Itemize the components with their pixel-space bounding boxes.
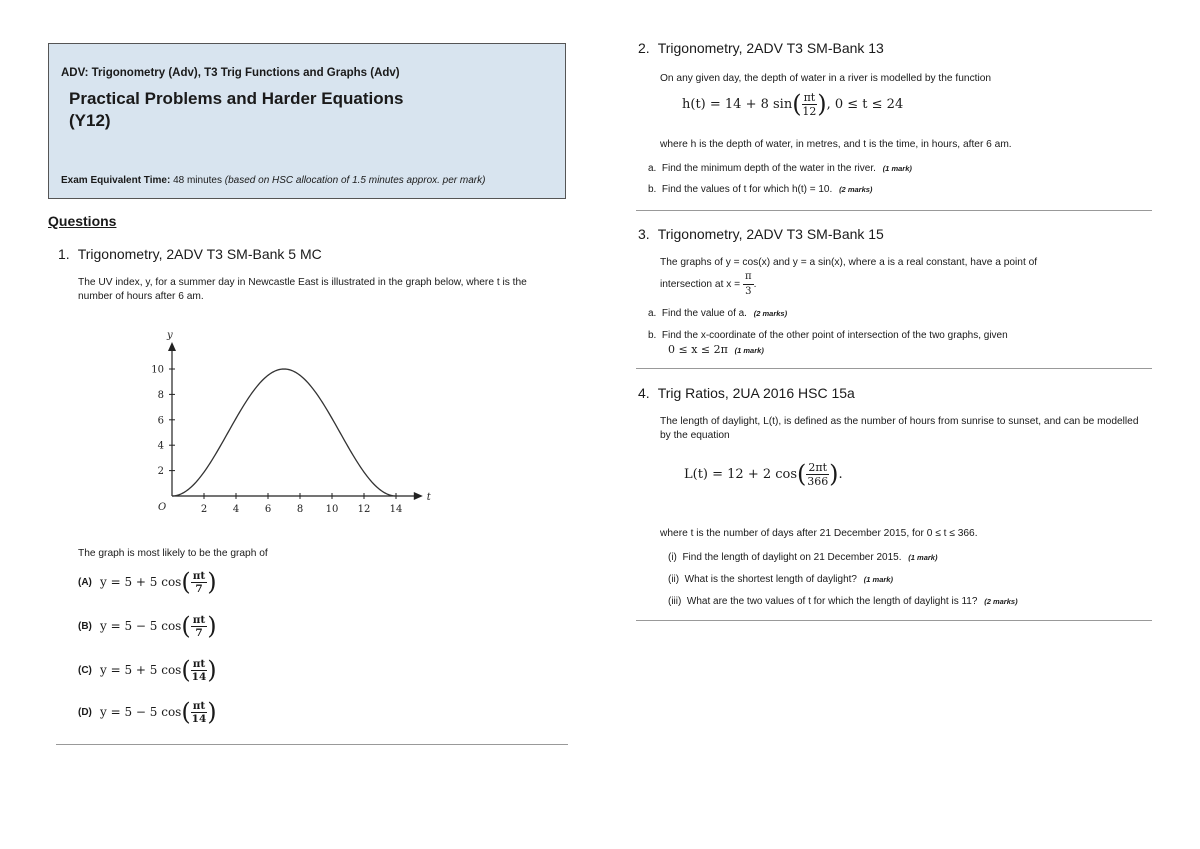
q1-option-c-den: 14 (191, 670, 207, 683)
x-axis-arrow (414, 492, 423, 500)
q4-eq-left: L(t) = 12 + 2 cos (684, 466, 798, 482)
q1-title-text: Trigonometry, 2ADV T3 SM-Bank 5 MC (77, 246, 322, 262)
q3-part-a-marks: (2 marks) (753, 309, 788, 318)
q2-part-b-label: b. (648, 184, 657, 195)
q3-text2-label: intersection at x = (660, 278, 741, 290)
q4-part-ii-label: (ii) (668, 574, 680, 585)
x-axis-label: t (426, 492, 431, 503)
q1-prompt: The graph is most likely to be the graph of (78, 548, 268, 559)
x-tick-label-6: 6 (264, 504, 272, 515)
q1-option-a-den: 7 (195, 582, 203, 595)
q2-part-b-text: Find the values of t for which h(t) = 10. (661, 184, 833, 195)
topic-header-box (48, 43, 566, 199)
y-axis-label: y (167, 329, 173, 341)
q4-part-i (668, 551, 937, 564)
page-title: Practical Problems and Harder Equations (Y12) (69, 89, 404, 130)
uv-index-curve (172, 369, 396, 496)
q4-part-iii (668, 595, 1018, 608)
q1-option-b-label: (B) (78, 620, 92, 632)
q2-where: where h is the depth of water, in metres, and t is the time, in hours, after 6 am. (660, 139, 1012, 150)
q3-part-a-text: Find the value of a. (661, 308, 747, 319)
q4-title-text: Trig Ratios, 2UA 2016 HSC 15a (657, 385, 855, 401)
q3-part-b-text: Find the x-coordinate of the other point of intersection of the two graphs, given (661, 330, 1008, 341)
q3-x-num: π (743, 270, 754, 285)
questions-heading: Questions (48, 213, 117, 229)
y-tick-label-6: 6 (157, 415, 164, 427)
q3-part-b (648, 329, 1008, 342)
q4-number: 4. (638, 385, 650, 401)
q3-title (638, 226, 884, 242)
y-axis-arrow (168, 342, 176, 351)
q3-text2: intersection at x = $\frac{\pi}{3}$ . (660, 271, 757, 297)
exam-time-value: 48 minutes (173, 175, 222, 186)
q1-option-b-num: πt (192, 613, 206, 626)
origin-label: O (158, 502, 167, 513)
y-tick-label-2: 2 (157, 466, 164, 478)
q1-option-b[interactable]: (B) y = 5 − 5 cos ( $\frac{\pi t}{7}$ ) (78, 612, 217, 640)
q3-title-text: Trigonometry, 2ADV T3 SM-Bank 15 (657, 226, 884, 242)
q1-option-d-num: πt (192, 699, 206, 712)
q4-title (638, 385, 855, 401)
x-tick-label-14: 14 (389, 504, 403, 515)
q2-eq-right: , 0 ≤ t ≤ 24 (826, 96, 904, 112)
x-tick-label-2: 2 (200, 504, 208, 515)
q1-option-a[interactable]: (A) y = 5 + 5 cos ( $\frac{\pi t}{7}$ ) (78, 568, 217, 596)
q3-part-b-label: b. (648, 330, 657, 341)
q1-title (58, 246, 322, 262)
q1-option-d-den: 14 (191, 712, 207, 725)
q2-title (638, 40, 884, 56)
q3-x-den: 3 (745, 286, 752, 297)
q4-part-ii (668, 573, 893, 586)
x-tick-label-12: 12 (357, 504, 371, 515)
q4-eq-num: 2πt (808, 460, 828, 474)
q1-option-b-expr: y = 5 − 5 cos (100, 619, 182, 633)
topic-label: ADV: Trigonometry (Adv), T3 Trig Functions and Graphs (Adv) (61, 67, 400, 79)
q4-equation: L(t) = 12 + 2 cos ( $\frac{2\pi t}{366}$ ) . (684, 460, 843, 488)
q1-option-c-num: πt (192, 657, 206, 670)
q4-eq-den: 366 (807, 474, 829, 488)
q4-part-ii-text: What is the shortest length of daylight? (684, 574, 857, 585)
q2-number: 2. (638, 40, 650, 56)
q1-option-c-expr: y = 5 + 5 cos (100, 663, 182, 677)
q3-separator (636, 368, 1152, 369)
x-tick-label-8: 8 (296, 504, 304, 515)
y-tick-label-8: 8 (157, 389, 164, 401)
q2-eq-left: h(t) = 14 + 8 sin (682, 96, 793, 112)
q2-part-a (648, 162, 912, 175)
q1-option-c[interactable]: (C) y = 5 + 5 cos ( $\frac{\pi t}{14}$ ) (78, 656, 217, 684)
q4-part-i-text: Find the length of daylight on 21 December 2015. (682, 552, 902, 563)
q4-where: where t is the number of days after 21 December 2015, for 0 ≤ t ≤ 366. (660, 528, 978, 539)
q1-number: 1. (58, 246, 70, 262)
q1-text: The UV index, y, for a summer day in Newcastle East is illustrated in the graph below, where t is the number of hours after 6 am. (78, 277, 527, 302)
q3-number: 3. (638, 226, 650, 242)
q3-part-a (648, 307, 787, 320)
q2-part-b (648, 183, 872, 196)
q2-separator (636, 210, 1152, 211)
q1-separator (56, 744, 568, 745)
q2-equation: h(t) = 14 + 8 sin ( $\frac{\pi t}{12}$ ) , 0 ≤ t ≤ 24 (682, 90, 904, 118)
q4-part-i-marks: (1 mark) (908, 553, 938, 562)
exam-time-label: Exam Equivalent Time: (61, 175, 171, 186)
q3-part-b-extra (668, 343, 764, 357)
exam-time (61, 175, 485, 186)
x-tick-label-10: 10 (325, 504, 339, 515)
q1-option-a-expr: y = 5 + 5 cos (100, 575, 182, 589)
q2-eq-num: πt (803, 90, 816, 104)
q1-graph (104, 322, 440, 518)
q4-part-ii-marks: (1 mark) (863, 575, 893, 584)
q1-option-d[interactable]: (D) y = 5 − 5 cos ( $\frac{\pi t}{14}$ ) (78, 698, 217, 726)
q3-part-b-range: 0 ≤ x ≤ 2π (668, 343, 728, 356)
exam-time-note: (based on HSC allocation of 1.5 minutes approx. per mark) (224, 175, 486, 186)
q1-option-b-den: 7 (195, 626, 203, 639)
q4-part-iii-marks: (2 marks) (984, 597, 1018, 606)
q3-text1: The graphs of y = cos(x) and y = a sin(x), where a is a real constant, have a point of (660, 257, 1038, 268)
q2-part-b-marks: (2 marks) (839, 185, 873, 194)
q1-option-d-label: (D) (78, 706, 92, 718)
q3-part-b-marks: (1 mark) (734, 346, 764, 355)
x-tick-label-4: 4 (232, 504, 240, 515)
q2-eq-den: 12 (802, 104, 817, 118)
q1-option-a-label: (A) (78, 576, 92, 588)
y-tick-label-10: 10 (151, 364, 164, 376)
q1-option-a-num: πt (192, 569, 206, 582)
q4-separator (636, 620, 1152, 621)
q2-text: On any given day, the depth of water in a river is modelled by the function (660, 73, 992, 84)
q2-title-text: Trigonometry, 2ADV T3 SM-Bank 13 (657, 40, 884, 56)
q4-part-iii-text: What are the two values of t for which the length of daylight is 11? (686, 596, 978, 607)
q1-option-c-label: (C) (78, 664, 92, 676)
q4-part-i-label: (i) (668, 552, 677, 563)
q1-option-d-expr: y = 5 − 5 cos (100, 705, 182, 719)
q2-part-a-text: Find the minimum depth of the water in the river. (661, 163, 876, 174)
q2-part-a-label: a. (648, 163, 657, 174)
q4-text: The length of daylight, L(t), is defined as the number of hours from sunrise to sunset, and can be modelled by the equation (660, 416, 1139, 441)
q2-part-a-marks: (1 mark) (882, 164, 912, 173)
q4-part-iii-label: (iii) (668, 596, 682, 607)
y-tick-label-4: 4 (157, 440, 164, 452)
q3-part-a-label: a. (648, 308, 657, 319)
